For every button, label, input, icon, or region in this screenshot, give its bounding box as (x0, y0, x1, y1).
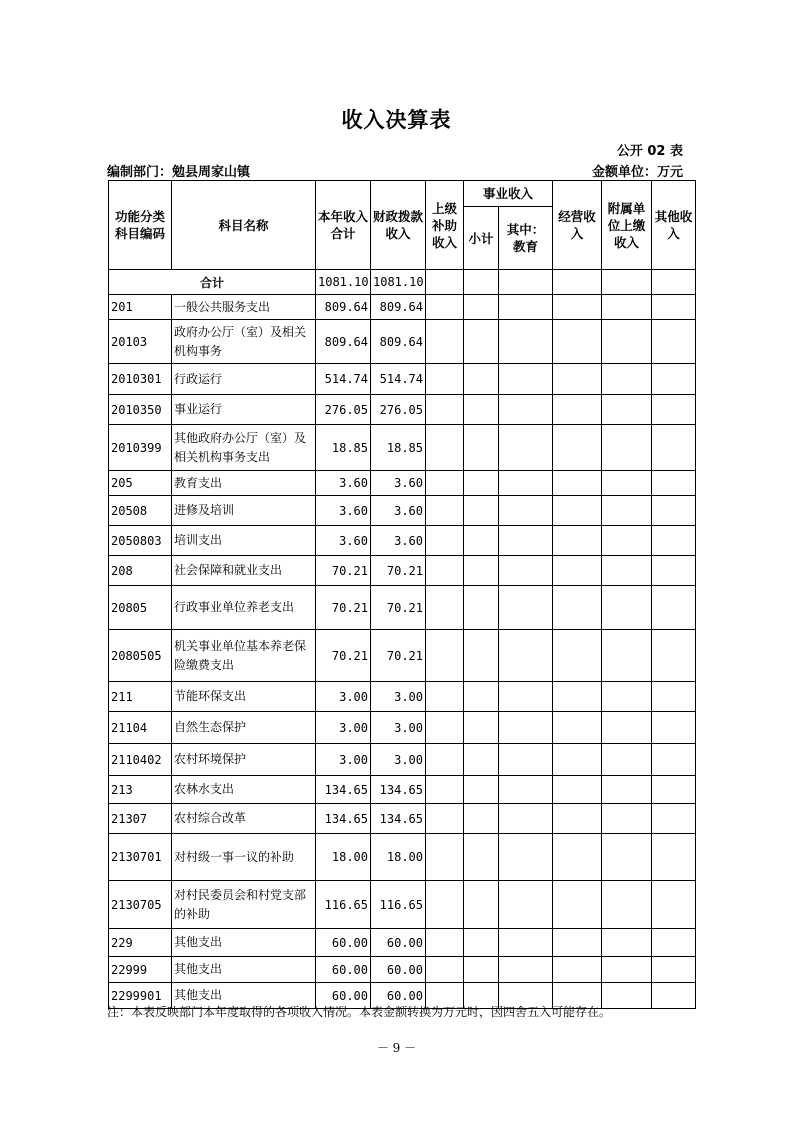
empty-cell (464, 395, 499, 425)
empty-cell (652, 630, 696, 682)
empty-cell (602, 320, 652, 364)
empty-cell (602, 712, 652, 744)
empty-cell (602, 395, 652, 425)
empty-cell (652, 957, 696, 983)
row-code: 2010301 (109, 364, 172, 395)
row-total: 134.65 (316, 804, 371, 834)
empty-cell (426, 804, 464, 834)
empty-cell (652, 496, 696, 526)
row-name: 社会保障和就业支出 (172, 556, 316, 586)
empty-cell (426, 526, 464, 556)
table-row (109, 682, 696, 712)
empty-cell (652, 744, 696, 776)
empty-cell (652, 929, 696, 957)
total-amount: 1081.10 (316, 270, 371, 295)
row-fiscal: 70.21 (371, 630, 426, 682)
row-total: 70.21 (316, 586, 371, 630)
empty-cell (499, 682, 553, 712)
empty-cell (426, 776, 464, 804)
table-row (109, 712, 696, 744)
empty-cell (602, 957, 652, 983)
row-code: 22999 (109, 957, 172, 983)
col-code-header: 功能分类科目编码 (109, 181, 172, 270)
row-code: 2130701 (109, 834, 172, 881)
row-code: 2010399 (109, 425, 172, 471)
empty-cell (652, 295, 696, 320)
empty-cell (602, 471, 652, 496)
row-total: 60.00 (316, 957, 371, 983)
table-row (109, 395, 696, 425)
table-row (109, 744, 696, 776)
row-total: 3.00 (316, 682, 371, 712)
row-code: 20508 (109, 496, 172, 526)
empty-cell (499, 929, 553, 957)
row-total: 3.60 (316, 496, 371, 526)
empty-cell (499, 881, 553, 929)
empty-cell (553, 776, 602, 804)
row-code: 2130705 (109, 881, 172, 929)
empty-cell (652, 471, 696, 496)
row-code: 229 (109, 929, 172, 957)
empty-cell (602, 364, 652, 395)
table-body (109, 270, 696, 1009)
empty-cell (426, 471, 464, 496)
table-row (109, 496, 696, 526)
row-fiscal: 3.00 (371, 712, 426, 744)
row-fiscal: 60.00 (371, 929, 426, 957)
empty-cell (553, 295, 602, 320)
row-fiscal: 18.85 (371, 425, 426, 471)
empty-cell (499, 586, 553, 630)
empty-cell (426, 320, 464, 364)
empty-cell (652, 682, 696, 712)
row-name: 其他支出 (172, 983, 316, 1009)
empty-cell (426, 834, 464, 881)
row-total: 60.00 (316, 983, 371, 1009)
empty-cell (426, 881, 464, 929)
row-name: 农村环境保护 (172, 744, 316, 776)
row-total: 116.65 (316, 881, 371, 929)
empty-cell (464, 744, 499, 776)
row-code: 2080505 (109, 630, 172, 682)
empty-cell (499, 834, 553, 881)
empty-cell (426, 295, 464, 320)
empty-cell (602, 586, 652, 630)
empty-cell (553, 395, 602, 425)
row-fiscal: 116.65 (371, 881, 426, 929)
total-fiscal: 1081.10 (371, 270, 426, 295)
col-operating-header: 经营收入 (553, 181, 602, 270)
row-code: 2010350 (109, 395, 172, 425)
row-fiscal: 60.00 (371, 957, 426, 983)
empty-cell (602, 744, 652, 776)
empty-cell (499, 425, 553, 471)
table-row (109, 834, 696, 881)
page-number: － 9 － (376, 1041, 417, 1055)
empty-cell (499, 556, 553, 586)
empty-cell (652, 881, 696, 929)
col-fiscal-header: 财政拨款收入 (371, 181, 426, 270)
row-name: 自然生态保护 (172, 712, 316, 744)
row-code: 20805 (109, 586, 172, 630)
unit-label: 金额单位：万元 (591, 165, 683, 180)
total-row (109, 270, 696, 295)
empty-cell (464, 957, 499, 983)
empty-cell (426, 496, 464, 526)
col-edu-header: 其中：教育 (499, 207, 553, 270)
empty-cell (464, 556, 499, 586)
total-label: 合计 (109, 270, 316, 295)
row-total: 3.60 (316, 471, 371, 496)
table-row (109, 881, 696, 929)
row-fiscal: 134.65 (371, 804, 426, 834)
empty-cell (652, 556, 696, 586)
empty-cell (426, 630, 464, 682)
empty-cell (652, 425, 696, 471)
empty-cell (426, 957, 464, 983)
empty-cell (652, 364, 696, 395)
row-name: 其他政府办公厅（室）及相关机构事务支出 (172, 425, 316, 471)
empty-cell (464, 630, 499, 682)
empty-cell (499, 744, 553, 776)
col-other-header: 其他收入 (652, 181, 696, 270)
table-row (109, 526, 696, 556)
empty-cell (426, 556, 464, 586)
empty-cell (464, 881, 499, 929)
table-row (109, 929, 696, 957)
empty-cell (426, 364, 464, 395)
row-name: 进修及培训 (172, 496, 316, 526)
row-fiscal: 60.00 (371, 983, 426, 1009)
table-row (109, 776, 696, 804)
row-fiscal: 809.64 (371, 295, 426, 320)
row-total: 60.00 (316, 929, 371, 957)
empty-cell (602, 556, 652, 586)
row-code: 213 (109, 776, 172, 804)
row-total: 276.05 (316, 395, 371, 425)
col-superior-header: 上级补助收入 (426, 181, 464, 270)
row-total: 70.21 (316, 630, 371, 682)
row-fiscal: 276.05 (371, 395, 426, 425)
row-name: 对村级一事一议的补助 (172, 834, 316, 881)
empty-cell (553, 881, 602, 929)
row-name: 培训支出 (172, 526, 316, 556)
empty-cell (426, 712, 464, 744)
row-total: 514.74 (316, 364, 371, 395)
empty-cell (652, 983, 696, 1009)
col-affiliated-header: 附属单位上缴收入 (602, 181, 652, 270)
empty-cell (602, 682, 652, 712)
row-fiscal: 3.60 (371, 526, 426, 556)
table-row (109, 556, 696, 586)
row-name: 政府办公厅（室）及相关机构事务 (172, 320, 316, 364)
empty-cell (553, 425, 602, 471)
row-name: 农村综合改革 (172, 804, 316, 834)
row-code: 208 (109, 556, 172, 586)
empty-cell (499, 295, 553, 320)
empty-cell (464, 682, 499, 712)
empty-cell (426, 929, 464, 957)
row-fiscal: 18.00 (371, 834, 426, 881)
row-name: 事业运行 (172, 395, 316, 425)
empty-cell (426, 586, 464, 630)
empty-cell (464, 834, 499, 881)
row-name: 其他支出 (172, 929, 316, 957)
row-name: 节能环保支出 (172, 682, 316, 712)
empty-cell (652, 804, 696, 834)
col-subtotal-header: 小计 (464, 207, 499, 270)
empty-cell (426, 744, 464, 776)
income-table (108, 180, 696, 1009)
empty-cell (499, 957, 553, 983)
empty-cell (499, 364, 553, 395)
row-name: 行政事业单位养老支出 (172, 586, 316, 630)
table-row (109, 957, 696, 983)
row-fiscal: 514.74 (371, 364, 426, 395)
row-fiscal: 3.00 (371, 682, 426, 712)
empty-cell (499, 526, 553, 556)
empty-cell (464, 929, 499, 957)
table-row (109, 425, 696, 471)
table-code: 公开 02 表 (616, 144, 683, 159)
empty-cell (499, 804, 553, 834)
empty-cell (553, 744, 602, 776)
row-fiscal: 3.00 (371, 744, 426, 776)
row-name: 教育支出 (172, 471, 316, 496)
empty-cell (464, 712, 499, 744)
empty-cell (464, 586, 499, 630)
empty-cell (464, 364, 499, 395)
empty-cell (652, 776, 696, 804)
table-row (109, 804, 696, 834)
row-name: 一般公共服务支出 (172, 295, 316, 320)
empty-cell (553, 320, 602, 364)
empty-cell (553, 929, 602, 957)
footnote: 注：本表反映部门本年度取得的各项收入情况。本表金额转换为万元时，因四舍五入可能存在。 (107, 1005, 612, 1019)
row-code: 21307 (109, 804, 172, 834)
empty-cell (464, 320, 499, 364)
empty-cell (652, 586, 696, 630)
row-name: 对村民委员会和村党支部的补助 (172, 881, 316, 929)
empty-cell (602, 776, 652, 804)
empty-cell (464, 804, 499, 834)
row-name: 其他支出 (172, 957, 316, 983)
table-row (109, 471, 696, 496)
empty-cell (553, 496, 602, 526)
empty-cell (499, 630, 553, 682)
row-name: 行政运行 (172, 364, 316, 395)
row-total: 134.65 (316, 776, 371, 804)
table-row (109, 364, 696, 395)
row-fiscal: 3.60 (371, 471, 426, 496)
row-name: 农林水支出 (172, 776, 316, 804)
empty-cell (499, 776, 553, 804)
empty-cell (553, 957, 602, 983)
empty-cell (553, 586, 602, 630)
department-label: 编制部门：勉县周家山镇 (107, 165, 251, 180)
empty-cell (553, 526, 602, 556)
page-title: 收入决算表 (341, 108, 452, 132)
empty-cell (426, 425, 464, 471)
empty-cell (553, 682, 602, 712)
empty-cell (553, 471, 602, 496)
empty-cell (602, 496, 652, 526)
empty-cell (652, 526, 696, 556)
row-fiscal: 70.21 (371, 556, 426, 586)
empty-cell (602, 834, 652, 881)
empty-cell (553, 556, 602, 586)
row-fiscal: 70.21 (371, 586, 426, 630)
row-code: 2299901 (109, 983, 172, 1009)
empty-cell (426, 395, 464, 425)
empty-cell (499, 712, 553, 744)
row-code: 201 (109, 295, 172, 320)
row-fiscal: 134.65 (371, 776, 426, 804)
empty-cell (464, 776, 499, 804)
row-total: 809.64 (316, 295, 371, 320)
row-code: 20103 (109, 320, 172, 364)
empty-cell (499, 395, 553, 425)
empty-cell (499, 471, 553, 496)
col-name-header: 科目名称 (172, 181, 316, 270)
empty-cell (553, 804, 602, 834)
empty-cell (464, 471, 499, 496)
empty-cell (652, 712, 696, 744)
empty-cell (602, 295, 652, 320)
row-total: 3.00 (316, 744, 371, 776)
col-total-header: 本年收入合计 (316, 181, 371, 270)
row-total: 809.64 (316, 320, 371, 364)
empty-cell (602, 630, 652, 682)
row-code: 2050803 (109, 526, 172, 556)
row-code: 205 (109, 471, 172, 496)
table-row (109, 295, 696, 320)
row-code: 2110402 (109, 744, 172, 776)
empty-cell (553, 712, 602, 744)
row-code: 21104 (109, 712, 172, 744)
empty-cell (602, 929, 652, 957)
empty-cell (553, 364, 602, 395)
empty-cell (464, 295, 499, 320)
row-total: 18.00 (316, 834, 371, 881)
table-row (109, 630, 696, 682)
row-total: 70.21 (316, 556, 371, 586)
row-fiscal: 809.64 (371, 320, 426, 364)
empty-cell (426, 682, 464, 712)
empty-cell (499, 320, 553, 364)
row-total: 3.00 (316, 712, 371, 744)
table-row (109, 586, 696, 630)
empty-cell (652, 320, 696, 364)
row-fiscal: 3.60 (371, 496, 426, 526)
table-row (109, 320, 696, 364)
empty-cell (553, 630, 602, 682)
empty-cell (464, 496, 499, 526)
empty-cell (602, 804, 652, 834)
empty-cell (499, 496, 553, 526)
empty-cell (464, 526, 499, 556)
row-code: 211 (109, 682, 172, 712)
row-total: 18.85 (316, 425, 371, 471)
empty-cell (652, 834, 696, 881)
empty-cell (464, 425, 499, 471)
empty-cell (602, 425, 652, 471)
col-business-header: 事业收入 (464, 181, 553, 207)
empty-cell (602, 881, 652, 929)
empty-cell (553, 834, 602, 881)
row-name: 机关事业单位基本养老保险缴费支出 (172, 630, 316, 682)
row-total: 3.60 (316, 526, 371, 556)
empty-cell (652, 395, 696, 425)
empty-cell (602, 526, 652, 556)
